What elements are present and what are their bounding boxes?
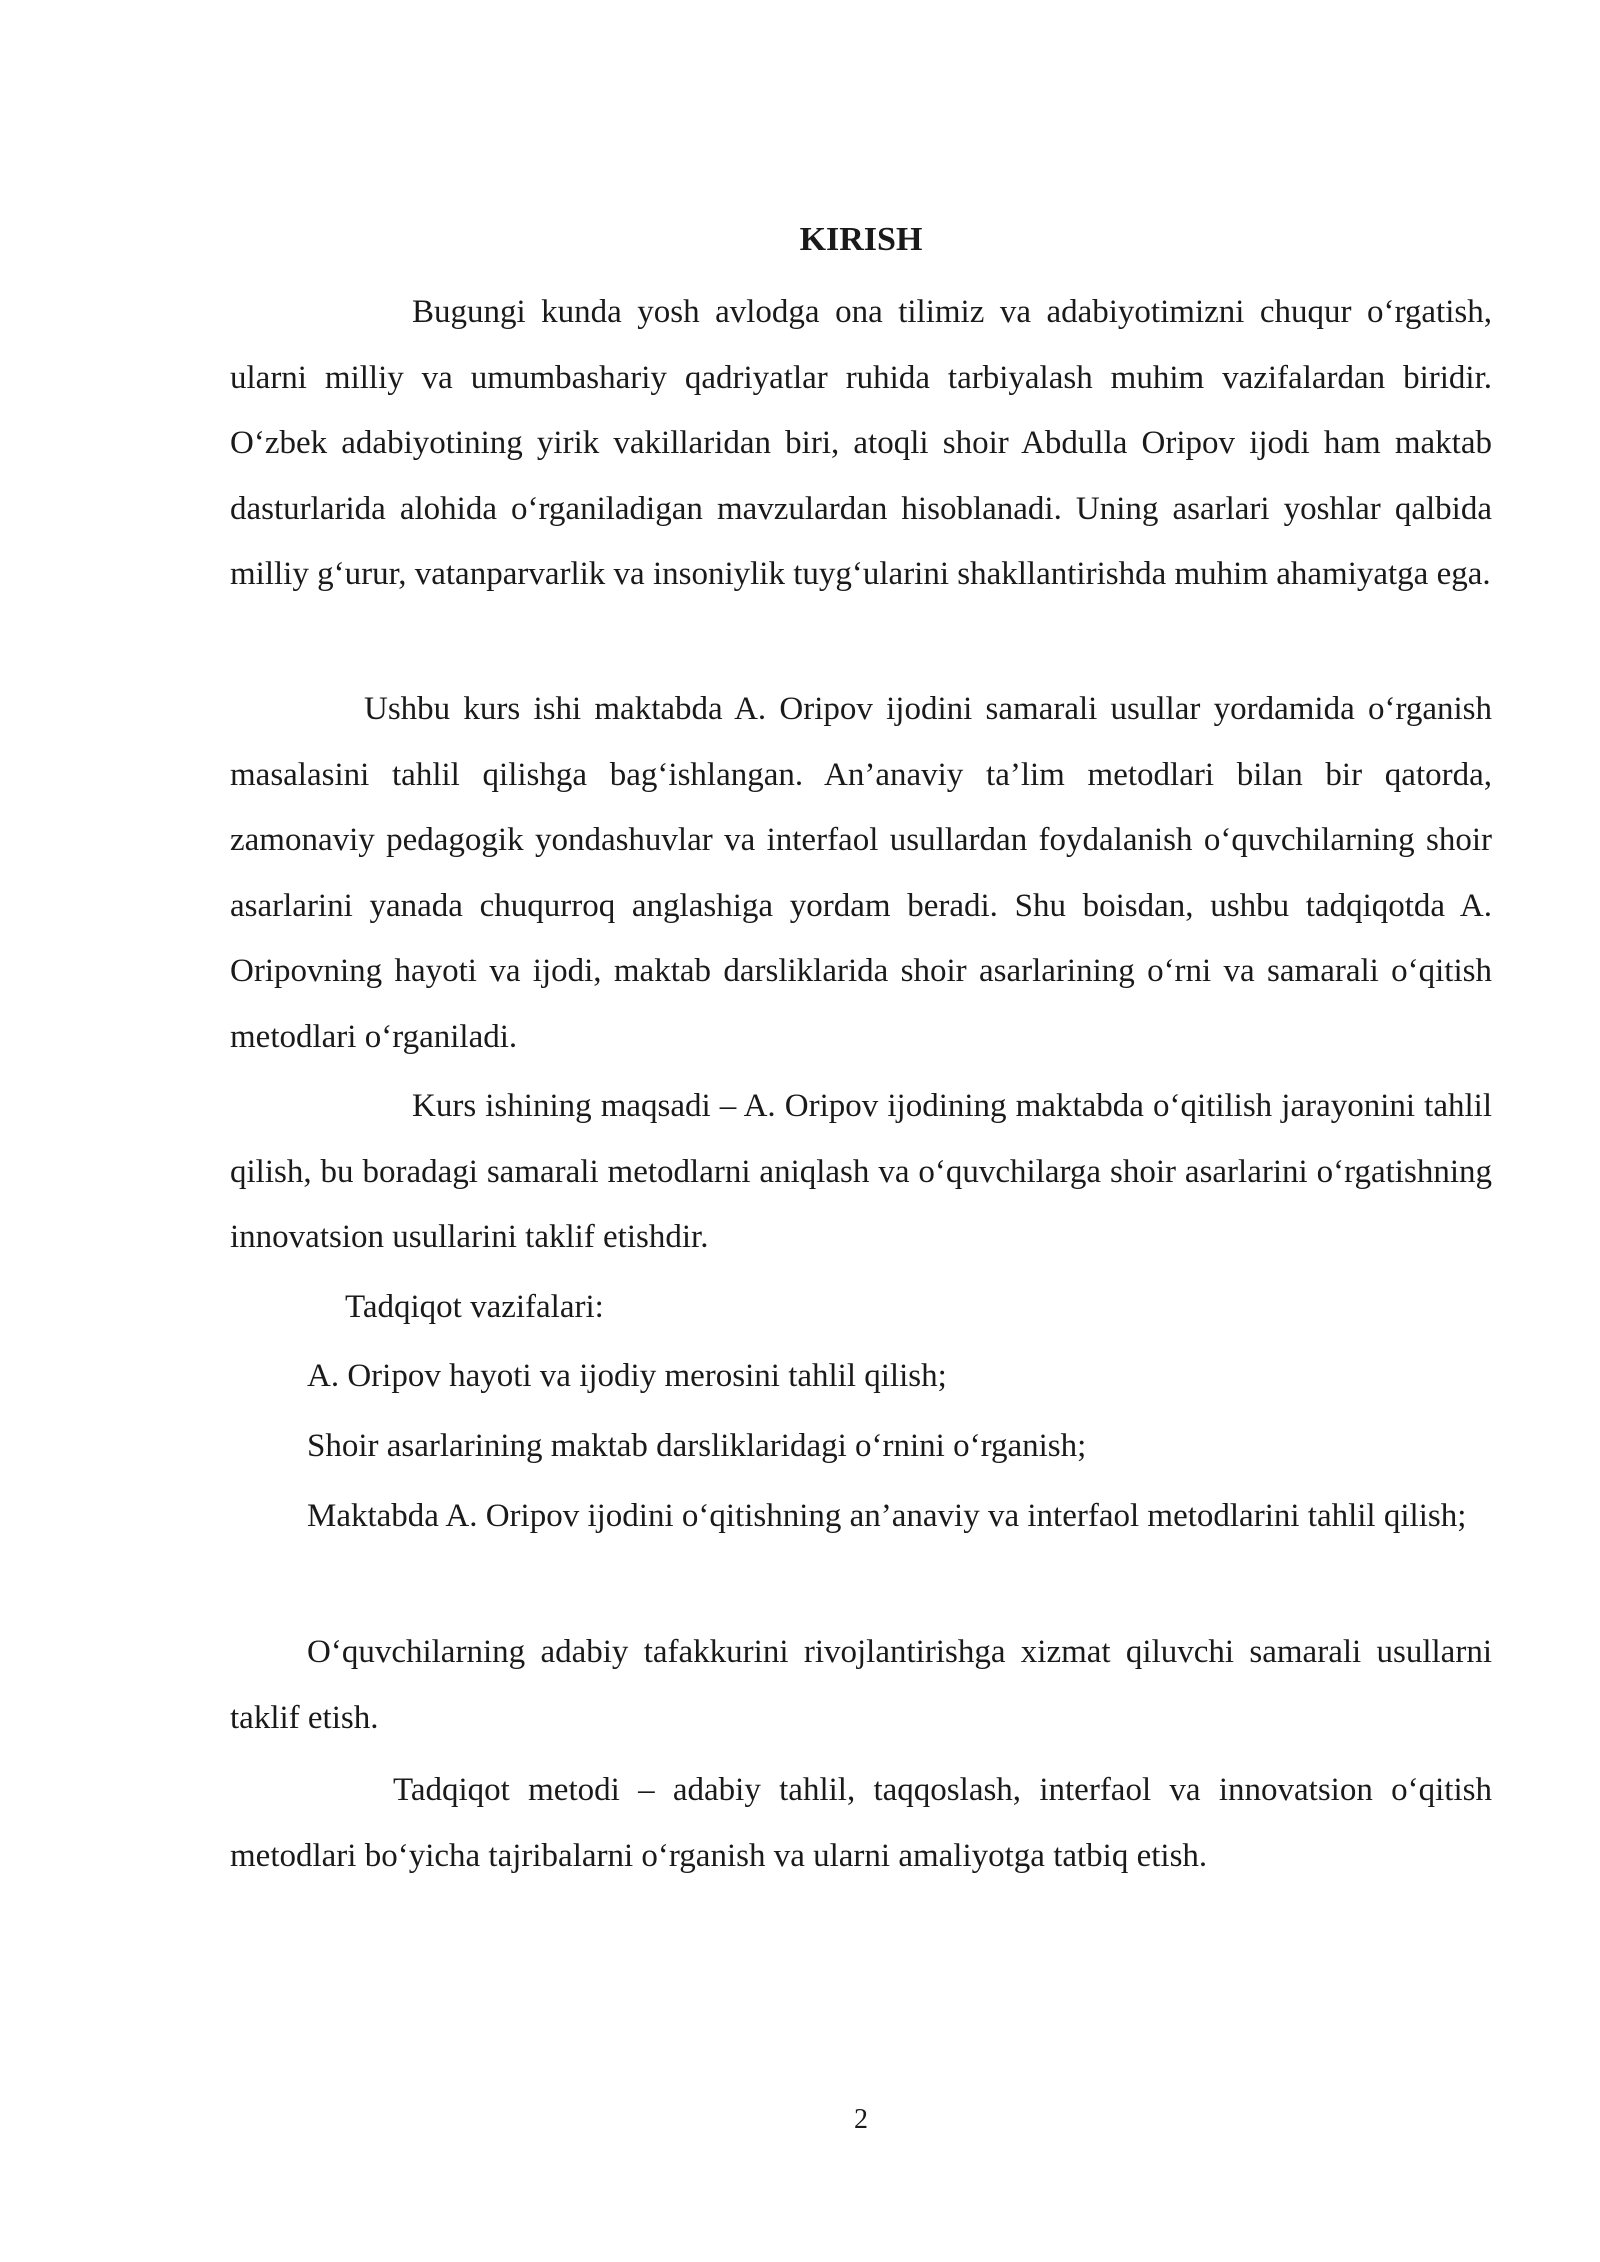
page-number: 2 [854,2104,868,2135]
intro-paragraph-2: Ushbu kurs ishi maktabda A. Oripov ijodini samarali usullar yordamida o‘rganish masalasini tahlil qilishga bag‘ishlangan. An’anaviy ta’lim metodlari bilan bir qatorda, zamonaviy pedagogik yondashuvlar va interfaol usullardan foydalanish o‘quvchilarning shoir asarlarini yanada chuqurroq anglashiga yordam beradi. Shu boisdan, ushbu tadqiqotda A. Oripovning hayoti va ijodi, maktab darsliklarida shoir asarlarining o‘rni va samarali o‘qitish metodlari o‘rganiladi. [230,691,1492,1055]
method-paragraph: Tadqiqot metodi – adabiy tahlil, taqqoslash, interfaol va innovatsion o‘qitish metodlari bo‘yicha tajribalarni o‘rganish va ularni amaliyotga tatbiq etish. [230,1772,1492,1874]
tasks-heading: Tadqiqot vazifalari: [345,1289,604,1325]
task-item: A. Oripov hayoti va ijodiy merosini tahlil qilish; [307,1358,947,1394]
task-item: O‘quvchilarning adabiy tafakkurini rivojlantirishga xizmat qiluvchi samarali usullarni taklif etish. [230,1634,1492,1736]
task-item: Maktabda A. Oripov ijodini o‘qitishning an’anaviy va interfaol metodlarini tahlil qilish; [307,1498,1467,1534]
page-title: KIRISH [799,221,923,258]
intro-paragraph-1: Bugungi kunda yosh avlodga ona tilimiz va adabiyotimizni chuqur o‘rgatish, ularni milliy va umumbashariy qadriyatlar ruhida tarbiyalash muhim vazifalardan biridir. O‘zbek adabiyotining yirik vakillaridan biri, atoqli shoir Abdulla Oripov ijodi ham maktab dasturlarida alohida o‘rganiladigan mavzulardan hisoblanadi. Uning asarlari yoshlar qalbida milliy g‘urur, vatanparvarlik va insoniylik tuyg‘ularini shakllantirishda muhim ahamiyatga ega. [230,294,1492,592]
task-item: Shoir asarlarining maktab darsliklaridagi o‘rnini o‘rganish; [307,1428,1087,1464]
purpose-paragraph: Kurs ishining maqsadi – A. Oripov ijodining maktabda o‘qitilish jarayonini tahlil qilish, bu boradagi samarali metodlarni aniqlash va o‘quvchilarga shoir asarlarini o‘rgatishning innovatsion usullarini taklif etishdir. [230,1088,1492,1255]
